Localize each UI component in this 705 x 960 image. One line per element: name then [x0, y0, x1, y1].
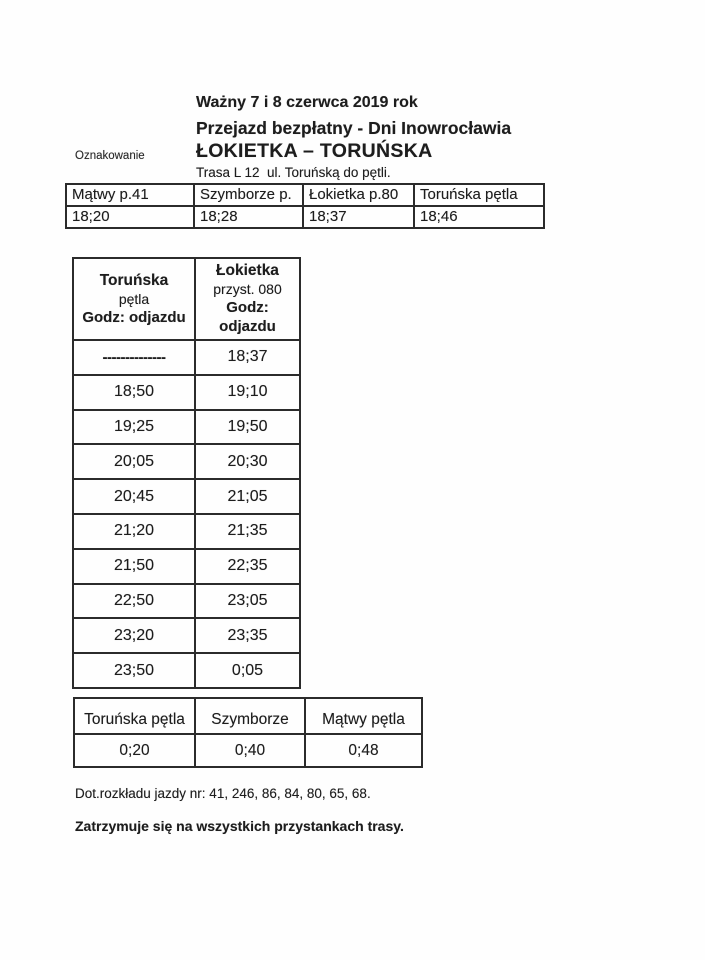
- time-cell: 21;50: [73, 549, 195, 584]
- time-cell: 21;05: [195, 479, 300, 514]
- validity-title: Ważny 7 i 8 czerwca 2019 rok: [196, 94, 418, 111]
- departure-label: Godz: odjazdu: [219, 299, 276, 335]
- table-row: [73, 340, 300, 375]
- time-cell: 23;50: [73, 653, 195, 688]
- first-run-times-row: [66, 206, 544, 228]
- stop-subname: pętla: [118, 290, 150, 307]
- departure-label: Godz: odjazdu: [82, 308, 186, 326]
- table-row: [73, 618, 300, 653]
- time-cell: 0;05: [195, 653, 300, 688]
- table-row: [73, 584, 300, 619]
- time-cell: 23;05: [195, 584, 300, 619]
- table-row: [73, 375, 300, 410]
- last-run-table: [73, 697, 423, 768]
- table-row: [73, 444, 300, 479]
- stop-name: Łokietka: [216, 262, 279, 279]
- departures-header-row: [73, 258, 300, 340]
- time-cell: 18;46: [414, 206, 544, 228]
- first-run-table: [65, 183, 545, 229]
- stop-header-cell: Szymborze p.: [194, 184, 303, 206]
- departures-header-cell: [73, 258, 195, 340]
- stop-subname: przyst. 080: [213, 281, 282, 297]
- time-cell: 20;30: [195, 444, 300, 479]
- time-cell: 0;48: [305, 734, 422, 767]
- marking-label: Oznakowanie: [75, 150, 145, 162]
- stop-header-cell: Toruńska pętla: [74, 698, 195, 734]
- route-title: ŁOKIETKA – TORUŃSKA: [196, 140, 433, 162]
- free-ride-subtitle: Przejazd bezpłatny - Dni Inowrocławia: [196, 118, 512, 138]
- time-cell: 19;25: [73, 410, 195, 445]
- stop-name: Toruńska: [99, 271, 169, 289]
- table-row: [73, 410, 300, 445]
- departures-header-cell: [195, 258, 300, 340]
- stop-header-cell: Łokietka p.80: [303, 184, 414, 206]
- last-run-header-row: [74, 698, 422, 734]
- stop-header-cell: Mątwy pętla: [305, 698, 422, 734]
- time-cell: 18;28: [194, 206, 303, 228]
- time-cell: 19;10: [195, 375, 300, 410]
- time-cell: 23;20: [73, 618, 195, 653]
- time-cell: 23;35: [195, 618, 300, 653]
- timetable-reference-note: Dot.rozkładu jazdy nr: 41, 246, 86, 84, 80, 65, 68.: [75, 786, 371, 801]
- first-run-header-row: [66, 184, 544, 206]
- time-cell: 21;20: [73, 514, 195, 549]
- departures-table: [72, 257, 301, 689]
- stops-note: Zatrzymuje się na wszystkich przystankach trasy.: [75, 818, 404, 834]
- time-cell: 18;50: [73, 375, 195, 410]
- last-run-times-row: [74, 734, 422, 767]
- time-cell: 21;35: [195, 514, 300, 549]
- time-cell: 19;50: [195, 410, 300, 445]
- table-row: [73, 479, 300, 514]
- no-departure-cell: --------------: [73, 340, 195, 375]
- time-cell: 18;20: [66, 206, 194, 228]
- stop-header-cell: Toruńska pętla: [414, 184, 544, 206]
- time-cell: 22;35: [195, 549, 300, 584]
- table-row: [73, 514, 300, 549]
- stop-header-cell: Mątwy p.41: [66, 184, 194, 206]
- table-row: [73, 549, 300, 584]
- time-cell: 20;05: [73, 444, 195, 479]
- time-cell: 18;37: [195, 340, 300, 375]
- route-info: Trasa L 12 ul. Toruńską do pętli.: [196, 165, 391, 180]
- time-cell: 20;45: [73, 479, 195, 514]
- time-cell: 0;40: [195, 734, 305, 767]
- time-cell: 0;20: [74, 734, 195, 767]
- stop-header-cell: Szymborze: [195, 698, 305, 734]
- table-row: [73, 653, 300, 688]
- time-cell: 18;37: [303, 206, 414, 228]
- time-cell: 22;50: [73, 584, 195, 619]
